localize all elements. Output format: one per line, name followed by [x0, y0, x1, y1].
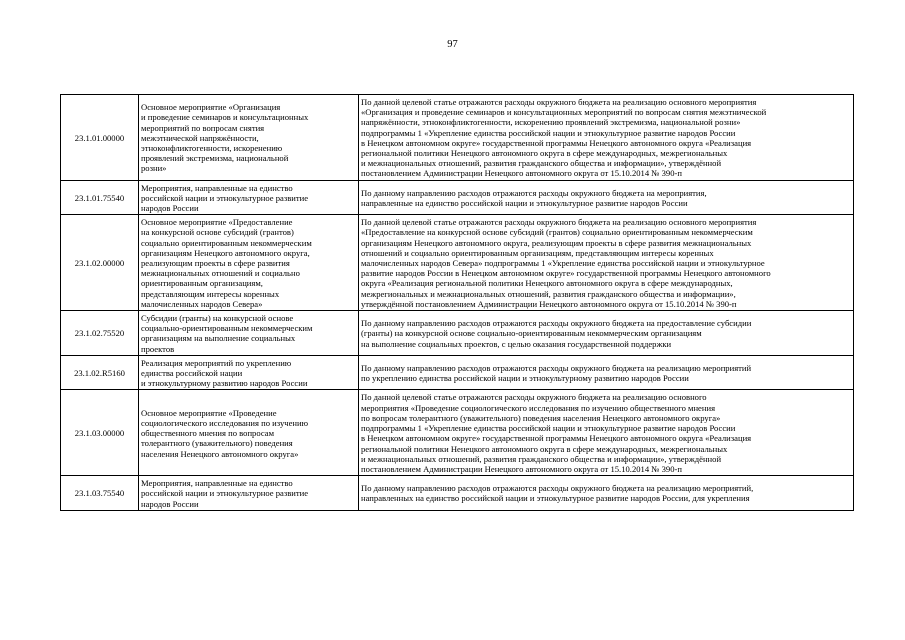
description-line: По данному направлению расходов отражаются расходы окружного бюджета на реализацию мероприятий: [361, 362, 752, 373]
description-line: По данному направлению расходов отражаются расходы окружного бюджета на предоставление субсидии: [361, 318, 752, 329]
name-line: российской нации и этнокультурное развитие: [141, 192, 309, 203]
name-line: Основное мероприятие «Предоставление: [141, 217, 293, 228]
name-line: представляющим интересы коренных: [141, 288, 280, 299]
name-line: ориентированным организациям,: [141, 278, 263, 289]
description-line: По данному направлению расходов отражаются расходы окружного бюджета на реализацию мероприятий,: [361, 483, 754, 494]
description-line: подпрограммы 1 «Укрепление единства российской нации и этнокультурное развитие народов России: [361, 127, 736, 138]
target-article-name: [139, 476, 359, 511]
name-line: на конкурсной основе субсидий (грантов): [141, 227, 294, 238]
target-article-name: [139, 180, 359, 215]
description-line: межрегиональных и межнациональных отношений, развития гражданского общества и информации»,: [361, 288, 736, 299]
name-line: межэтнической напряжённости,: [141, 132, 259, 143]
description-line: региональной политики Ненецкого автономного округа в сфере международных, межрегиональных: [361, 148, 728, 159]
table-row: [61, 476, 854, 511]
description-line: и межнациональных отношений, развития гражданского общества и информации», утверждённой: [361, 453, 722, 464]
description-line: и межнациональных отношений, развития гражданского общества и информации», утверждённой: [361, 158, 722, 169]
name-line: организациям на выполнение социальных: [141, 333, 296, 344]
table-row: [61, 390, 854, 476]
description-line: организациям Ненецкого автономного округа, реализующим проекты в сфере развития межнациональных: [361, 237, 752, 248]
description-line: По данной целевой статье отражаются расходы окружного бюджета на реализацию основного мероприятия: [361, 97, 757, 107]
table-row: [61, 95, 854, 181]
target-article-description: [359, 476, 854, 511]
description-line: По данной целевой статье отражаются расходы окружного бюджета на реализацию основного мероприятия: [361, 217, 757, 228]
name-line: проявлений экстремизма, национальной: [141, 153, 289, 164]
name-line: народов России: [141, 203, 199, 214]
description-line: По данной целевой статье отражаются расходы окружного бюджета на реализацию основного: [361, 392, 707, 403]
description-line: напряжённости, этноконфликтогенности, искоренению проявлений экстремизма, национальной розни»: [361, 117, 741, 128]
description-line: постановлением Администрации Ненецкого автономного округа от 15.10.2014 № 390-п: [361, 168, 682, 179]
description-line: по укреплению единства российской нации и этнокультурному развитию народов России: [361, 373, 689, 384]
target-article-code: 23.1.02.00000: [61, 215, 139, 311]
table-row: [61, 311, 854, 356]
table-body: [61, 95, 854, 511]
page-number: 97: [447, 39, 458, 50]
description-line: направленных на единство российской нации и этнокультурное развитие народов России, для укрепления: [361, 493, 750, 504]
name-line: населения Ненецкого автономного округа»: [141, 448, 299, 459]
name-line: российской нации и этнокультурное развитие: [141, 488, 309, 499]
description-line: по вопросам толерантного (уважительного) поведения населения Ненецкого автономного округа»: [361, 412, 721, 423]
name-line: розни»: [141, 163, 167, 174]
name-line: народов России: [141, 498, 199, 509]
description-line: подпрограммы 1 «Укрепление единства российской нации и этнокультурное развитие народов России: [361, 423, 736, 434]
name-line: Основное мероприятие «Организация: [141, 102, 281, 113]
description-line: (гранты) на конкурсной основе социально-ориентированным некоммерческим организациям: [361, 328, 702, 339]
description-line: отношений и социально ориентированным организациям, представляющим интересы коренных: [361, 247, 714, 258]
description-line: «Предоставление на конкурсной основе субсидий (грантов) социально ориентированным некоммерческим: [361, 227, 753, 238]
target-article-description: [359, 390, 854, 476]
description-line: По данному направлению расходов отражаются расходы окружного бюджета на мероприятия,: [361, 187, 707, 198]
name-line: Основное мероприятие «Проведение: [141, 407, 277, 418]
target-article-code: 23.1.02.75520: [61, 311, 139, 356]
name-line: социально ориентированным некоммерческим: [141, 237, 312, 248]
name-line: общественного мнения по вопросам: [141, 428, 275, 439]
name-line: организациям Ненецкого автономного округа,: [141, 247, 310, 258]
target-article-name: [139, 215, 359, 311]
description-line: малочисленных народов Севера» подпрограммы 1 «Укрепление единства российской нации и этнокультурное: [361, 258, 765, 269]
name-line: Мероприятия, направленные на единство: [141, 182, 293, 193]
target-article-name: [139, 355, 359, 390]
name-line: единства российской нации: [141, 368, 243, 379]
table-row: [61, 180, 854, 215]
target-article-description: [359, 180, 854, 215]
name-line: мероприятий по вопросам снятия: [141, 122, 265, 133]
table-row: [61, 355, 854, 390]
name-line: и этнокультурному развитию народов России: [141, 378, 308, 389]
name-line: Реализация мероприятий по укреплению: [141, 357, 292, 368]
description-line: направленные на единство российской нации и этнокультурное развитие народов России: [361, 197, 688, 208]
description-line: в Ненецком автономном округе» государственной программы Ненецкого автономного округа «Реализация: [361, 137, 752, 148]
name-line: реализующим проекты в сфере развития: [141, 258, 290, 269]
description-line: региональной политики Ненецкого автономного округа в сфере международных, межрегиональных: [361, 443, 728, 454]
description-line: в Ненецком автономном округе» государственной программы Ненецкого автономного округа «Реализация: [361, 433, 752, 444]
name-line: этноконфликтогенности, искоренению: [141, 142, 283, 153]
table-row: [61, 215, 854, 311]
name-line: Субсидии (гранты) на конкурсной основе: [141, 313, 294, 324]
target-article-name: [139, 390, 359, 476]
target-article-description: [359, 95, 854, 181]
target-article-code: 23.1.02.R5160: [61, 355, 139, 390]
name-line: Мероприятия, направленные на единство: [141, 478, 293, 489]
budget-classification-table: [60, 94, 854, 511]
description-line: развитие народов России в Ненецком автономном округе» государственной программы Ненецкого автономного: [361, 268, 771, 279]
description-line: «Организация и проведение семинаров и консультационных мероприятий по вопросам снятия межэтнической: [361, 107, 767, 118]
target-article-description: [359, 215, 854, 311]
name-line: межнациональных отношений и социально: [141, 268, 300, 279]
description-line: мероприятия «Проведение социологического исследования по изучению общественного мнения: [361, 402, 716, 413]
target-article-description: [359, 311, 854, 356]
target-article-name: [139, 311, 359, 356]
description-line: на выполнение социальных проектов, с целью оказания государственной поддержки: [361, 338, 672, 349]
name-line: малочисленных народов Севера»: [141, 298, 263, 309]
name-line: и проведение семинаров и консультационных: [141, 112, 309, 123]
description-line: постановлением Администрации Ненецкого автономного округа от 15.10.2014 № 390-п: [361, 463, 682, 474]
name-line: социально-ориентированным некоммерческим: [141, 323, 313, 334]
target-article-code: 23.1.01.75540: [61, 180, 139, 215]
target-article-code: 23.1.03.00000: [61, 390, 139, 476]
target-article-description: [359, 355, 854, 390]
name-line: социологического исследования по изучению: [141, 417, 309, 428]
target-article-code: 23.1.03.75540: [61, 476, 139, 511]
description-line: округа «Реализация региональной политики Ненецкого автономного округа в сфере международных,: [361, 278, 733, 289]
target-article-code: 23.1.01.00000: [61, 95, 139, 181]
description-line: утверждённой постановлением Администрации Ненецкого автономного округа от 15.10.2014 № 390-п: [361, 298, 737, 309]
name-line: проектов: [141, 343, 175, 354]
name-line: толерантного (уважительного) поведения: [141, 438, 293, 449]
target-article-name: [139, 95, 359, 181]
